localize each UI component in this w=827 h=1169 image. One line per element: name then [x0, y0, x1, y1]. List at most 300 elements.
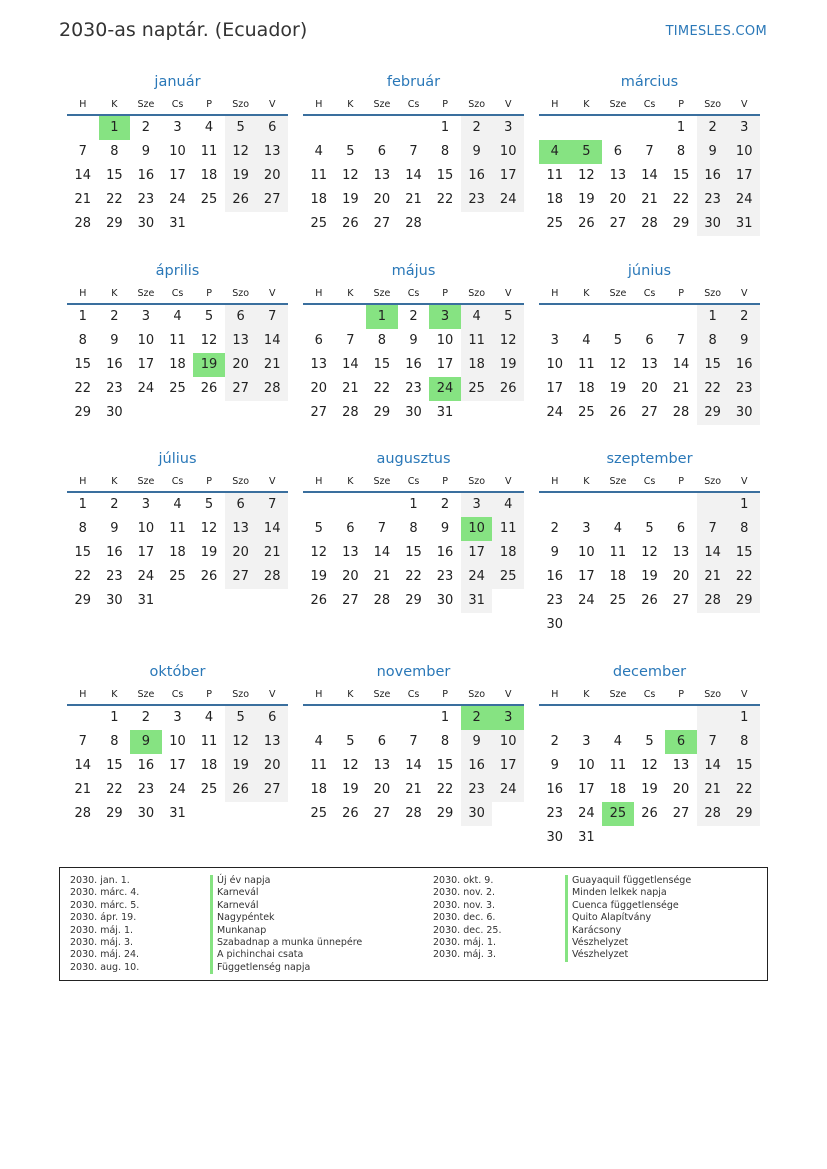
- day-cell[interactable]: 25: [578, 405, 595, 420]
- day-cell[interactable]: 10: [461, 517, 493, 541]
- site-link[interactable]: TIMESLES.COM: [665, 24, 767, 39]
- day-cell[interactable]: 30: [546, 830, 564, 845]
- day-cell[interactable]: 15: [436, 168, 454, 183]
- day-cell[interactable]: 7: [78, 734, 87, 749]
- day-cell[interactable]: 23: [436, 569, 454, 584]
- day-cell[interactable]: 16: [546, 782, 564, 797]
- day-cell[interactable]: 5: [346, 144, 355, 159]
- day-cell[interactable]: 16: [106, 545, 123, 560]
- day-cell[interactable]: 24: [137, 381, 155, 396]
- day-cell[interactable]: 19: [492, 353, 524, 377]
- day-cell[interactable]: 22: [74, 381, 92, 396]
- day-cell[interactable]: 27: [256, 778, 288, 802]
- day-cell[interactable]: 1: [366, 305, 398, 329]
- day-cell[interactable]: 7: [676, 333, 686, 348]
- day-cell[interactable]: 18: [578, 381, 595, 396]
- day-cell[interactable]: 10: [169, 144, 186, 159]
- day-cell[interactable]: 28: [74, 216, 92, 231]
- day-cell[interactable]: 26: [200, 381, 218, 396]
- day-cell[interactable]: 8: [728, 730, 760, 754]
- day-cell[interactable]: 18: [310, 782, 328, 797]
- day-cell[interactable]: 28: [641, 216, 658, 231]
- day-cell[interactable]: 31: [169, 806, 186, 821]
- day-cell[interactable]: 11: [169, 521, 186, 536]
- day-cell[interactable]: 27: [225, 565, 257, 589]
- day-cell[interactable]: 6: [377, 144, 387, 159]
- day-cell[interactable]: 6: [225, 305, 257, 329]
- day-cell[interactable]: 12: [492, 329, 524, 353]
- day-cell[interactable]: 9: [728, 329, 760, 353]
- day-cell[interactable]: 10: [546, 357, 564, 372]
- day-cell[interactable]: 11: [609, 545, 627, 560]
- day-cell[interactable]: 5: [204, 309, 214, 324]
- day-cell[interactable]: 9: [440, 521, 450, 536]
- day-cell[interactable]: 1: [99, 116, 131, 140]
- day-cell[interactable]: 21: [74, 192, 92, 207]
- day-cell[interactable]: 11: [578, 357, 595, 372]
- day-cell[interactable]: 7: [78, 144, 87, 159]
- day-cell[interactable]: 5: [645, 521, 654, 536]
- day-cell[interactable]: 13: [225, 517, 257, 541]
- day-cell[interactable]: 9: [130, 730, 162, 754]
- day-cell[interactable]: 16: [461, 164, 493, 188]
- day-cell[interactable]: 5: [645, 734, 654, 749]
- day-cell[interactable]: 10: [137, 333, 155, 348]
- day-cell[interactable]: 23: [461, 188, 493, 212]
- day-cell[interactable]: 15: [74, 357, 92, 372]
- day-cell[interactable]: 1: [728, 706, 760, 730]
- day-cell[interactable]: 3: [492, 706, 524, 730]
- day-cell[interactable]: 22: [697, 377, 729, 401]
- day-cell[interactable]: 30: [137, 806, 155, 821]
- day-cell[interactable]: 28: [405, 216, 422, 231]
- day-cell[interactable]: 22: [74, 569, 92, 584]
- day-cell[interactable]: 29: [436, 806, 454, 821]
- day-cell[interactable]: 6: [645, 333, 654, 348]
- day-cell[interactable]: 20: [256, 164, 288, 188]
- day-cell[interactable]: 5: [346, 734, 355, 749]
- day-cell[interactable]: 7: [377, 521, 387, 536]
- day-cell[interactable]: 30: [546, 617, 564, 632]
- day-cell[interactable]: 13: [641, 357, 658, 372]
- day-cell[interactable]: 25: [310, 216, 328, 231]
- day-cell[interactable]: 5: [571, 140, 603, 164]
- day-cell[interactable]: 26: [578, 216, 595, 231]
- day-cell[interactable]: 28: [697, 802, 729, 826]
- day-cell[interactable]: 12: [200, 521, 218, 536]
- day-cell[interactable]: 18: [492, 541, 524, 565]
- day-cell[interactable]: 4: [582, 333, 591, 348]
- day-cell[interactable]: 13: [256, 140, 288, 164]
- day-cell[interactable]: 17: [169, 758, 186, 773]
- day-cell[interactable]: 14: [74, 168, 92, 183]
- day-cell[interactable]: 18: [169, 545, 186, 560]
- day-cell[interactable]: 21: [405, 192, 422, 207]
- day-cell[interactable]: 28: [342, 405, 359, 420]
- day-cell[interactable]: 16: [546, 569, 564, 584]
- day-cell[interactable]: 20: [342, 569, 359, 584]
- day-cell[interactable]: 25: [169, 569, 186, 584]
- day-cell[interactable]: 10: [436, 333, 454, 348]
- day-cell[interactable]: 28: [405, 806, 422, 821]
- day-cell[interactable]: 22: [436, 192, 454, 207]
- day-cell[interactable]: 12: [609, 357, 627, 372]
- day-cell[interactable]: 6: [665, 730, 697, 754]
- day-cell[interactable]: 7: [409, 144, 418, 159]
- day-cell[interactable]: 19: [310, 569, 328, 584]
- day-cell[interactable]: 22: [672, 192, 690, 207]
- day-cell[interactable]: 20: [256, 754, 288, 778]
- day-cell[interactable]: 22: [728, 565, 760, 589]
- day-cell[interactable]: 27: [672, 806, 690, 821]
- day-cell[interactable]: 14: [641, 168, 658, 183]
- day-cell[interactable]: 9: [141, 144, 151, 159]
- day-cell[interactable]: 3: [141, 309, 151, 324]
- day-cell[interactable]: 12: [225, 140, 257, 164]
- day-cell[interactable]: 24: [578, 806, 595, 821]
- day-cell[interactable]: 20: [641, 381, 658, 396]
- day-cell[interactable]: 2: [461, 706, 493, 730]
- day-cell[interactable]: 29: [373, 405, 391, 420]
- day-cell[interactable]: 18: [200, 168, 218, 183]
- day-cell[interactable]: 23: [461, 778, 493, 802]
- day-cell[interactable]: 8: [440, 144, 450, 159]
- day-cell[interactable]: 13: [672, 545, 690, 560]
- day-cell[interactable]: 17: [492, 164, 524, 188]
- day-cell[interactable]: 8: [377, 333, 387, 348]
- day-cell[interactable]: 8: [728, 517, 760, 541]
- day-cell[interactable]: 15: [697, 353, 729, 377]
- day-cell[interactable]: 11: [169, 333, 186, 348]
- day-cell[interactable]: 4: [173, 309, 182, 324]
- day-cell[interactable]: 11: [609, 758, 627, 773]
- day-cell[interactable]: 14: [256, 329, 288, 353]
- day-cell[interactable]: 4: [204, 710, 214, 725]
- day-cell[interactable]: 2: [461, 116, 493, 140]
- day-cell[interactable]: 14: [342, 357, 359, 372]
- day-cell[interactable]: 10: [728, 140, 760, 164]
- day-cell[interactable]: 23: [137, 782, 155, 797]
- day-cell[interactable]: 15: [74, 545, 92, 560]
- day-cell[interactable]: 15: [106, 168, 123, 183]
- day-cell[interactable]: 9: [550, 545, 559, 560]
- day-cell[interactable]: 17: [492, 754, 524, 778]
- day-cell[interactable]: 4: [314, 144, 323, 159]
- day-cell[interactable]: 26: [641, 806, 658, 821]
- day-cell[interactable]: 29: [74, 405, 92, 420]
- day-cell[interactable]: 26: [609, 405, 627, 420]
- day-cell[interactable]: 23: [137, 192, 155, 207]
- day-cell[interactable]: 15: [373, 357, 391, 372]
- day-cell[interactable]: 19: [225, 754, 257, 778]
- day-cell[interactable]: 24: [578, 593, 595, 608]
- day-cell[interactable]: 21: [342, 381, 359, 396]
- day-cell[interactable]: 24: [728, 188, 760, 212]
- day-cell[interactable]: 20: [672, 569, 690, 584]
- day-cell[interactable]: 9: [110, 521, 119, 536]
- day-cell[interactable]: 26: [225, 778, 257, 802]
- day-cell[interactable]: 24: [461, 565, 493, 589]
- day-cell[interactable]: 3: [173, 710, 182, 725]
- day-cell[interactable]: 22: [728, 778, 760, 802]
- day-cell[interactable]: 11: [310, 758, 328, 773]
- day-cell[interactable]: 4: [314, 734, 323, 749]
- day-cell[interactable]: 12: [641, 758, 658, 773]
- day-cell[interactable]: 18: [546, 192, 564, 207]
- day-cell[interactable]: 18: [461, 353, 493, 377]
- day-cell[interactable]: 11: [200, 734, 218, 749]
- day-cell[interactable]: 20: [373, 192, 391, 207]
- day-cell[interactable]: 4: [173, 497, 182, 512]
- day-cell[interactable]: 7: [697, 730, 729, 754]
- day-cell[interactable]: 20: [373, 782, 391, 797]
- day-cell[interactable]: 30: [728, 401, 760, 425]
- day-cell[interactable]: 2: [141, 120, 151, 135]
- day-cell[interactable]: 30: [106, 405, 123, 420]
- day-cell[interactable]: 14: [672, 357, 690, 372]
- day-cell[interactable]: 24: [546, 405, 564, 420]
- day-cell[interactable]: 3: [173, 120, 182, 135]
- day-cell[interactable]: 3: [550, 333, 559, 348]
- day-cell[interactable]: 3: [429, 305, 461, 329]
- day-cell[interactable]: 20: [225, 541, 257, 565]
- day-cell[interactable]: 14: [405, 168, 422, 183]
- day-cell[interactable]: 24: [429, 377, 461, 401]
- day-cell[interactable]: 4: [539, 140, 571, 164]
- day-cell[interactable]: 26: [225, 188, 257, 212]
- day-cell[interactable]: 5: [314, 521, 323, 536]
- day-cell[interactable]: 17: [461, 541, 493, 565]
- day-cell[interactable]: 8: [78, 521, 87, 536]
- day-cell[interactable]: 25: [200, 782, 218, 797]
- day-cell[interactable]: 10: [492, 140, 524, 164]
- day-cell[interactable]: 31: [436, 405, 454, 420]
- day-cell[interactable]: 19: [200, 545, 218, 560]
- day-cell[interactable]: 6: [256, 116, 288, 140]
- day-cell[interactable]: 28: [256, 565, 288, 589]
- day-cell[interactable]: 27: [609, 216, 627, 231]
- day-cell[interactable]: 16: [405, 357, 422, 372]
- day-cell[interactable]: 13: [373, 758, 391, 773]
- day-cell[interactable]: 23: [106, 569, 123, 584]
- day-cell[interactable]: 1: [78, 497, 87, 512]
- day-cell[interactable]: 7: [256, 493, 288, 517]
- day-cell[interactable]: 2: [728, 305, 760, 329]
- day-cell[interactable]: 21: [256, 353, 288, 377]
- day-cell[interactable]: 6: [256, 706, 288, 730]
- day-cell[interactable]: 4: [204, 120, 214, 135]
- day-cell[interactable]: 23: [106, 381, 123, 396]
- day-cell[interactable]: 15: [672, 168, 690, 183]
- day-cell[interactable]: 28: [74, 806, 92, 821]
- day-cell[interactable]: 14: [405, 758, 422, 773]
- day-cell[interactable]: 6: [377, 734, 387, 749]
- day-cell[interactable]: 18: [609, 569, 627, 584]
- day-cell[interactable]: 6: [676, 521, 686, 536]
- day-cell[interactable]: 11: [461, 329, 493, 353]
- day-cell[interactable]: 1: [697, 305, 729, 329]
- day-cell[interactable]: 3: [582, 734, 591, 749]
- day-cell[interactable]: 26: [641, 593, 658, 608]
- day-cell[interactable]: 2: [697, 116, 729, 140]
- day-cell[interactable]: 9: [461, 730, 493, 754]
- day-cell[interactable]: 30: [697, 212, 729, 236]
- day-cell[interactable]: 16: [697, 164, 729, 188]
- day-cell[interactable]: 21: [641, 192, 658, 207]
- day-cell[interactable]: 11: [492, 517, 524, 541]
- day-cell[interactable]: 22: [106, 782, 123, 797]
- day-cell[interactable]: 7: [409, 734, 418, 749]
- day-cell[interactable]: 1: [676, 120, 686, 135]
- day-cell[interactable]: 20: [310, 381, 328, 396]
- day-cell[interactable]: 22: [436, 782, 454, 797]
- day-cell[interactable]: 22: [373, 381, 391, 396]
- day-cell[interactable]: 11: [546, 168, 564, 183]
- day-cell[interactable]: 24: [137, 569, 155, 584]
- day-cell[interactable]: 29: [106, 216, 123, 231]
- day-cell[interactable]: 17: [578, 782, 595, 797]
- day-cell[interactable]: 3: [461, 493, 493, 517]
- day-cell[interactable]: 13: [225, 329, 257, 353]
- day-cell[interactable]: 6: [613, 144, 623, 159]
- day-cell[interactable]: 17: [728, 164, 760, 188]
- day-cell[interactable]: 25: [609, 593, 627, 608]
- day-cell[interactable]: 25: [310, 806, 328, 821]
- day-cell[interactable]: 9: [461, 140, 493, 164]
- day-cell[interactable]: 19: [342, 192, 359, 207]
- day-cell[interactable]: 11: [200, 144, 218, 159]
- day-cell[interactable]: 31: [169, 216, 186, 231]
- day-cell[interactable]: 3: [492, 116, 524, 140]
- day-cell[interactable]: 31: [578, 830, 595, 845]
- day-cell[interactable]: 12: [310, 545, 328, 560]
- day-cell[interactable]: 8: [110, 734, 119, 749]
- day-cell[interactable]: 23: [405, 381, 422, 396]
- day-cell[interactable]: 26: [492, 377, 524, 401]
- day-cell[interactable]: 13: [342, 545, 359, 560]
- day-cell[interactable]: 3: [141, 497, 151, 512]
- day-cell[interactable]: 27: [225, 377, 257, 401]
- day-cell[interactable]: 17: [169, 168, 186, 183]
- day-cell[interactable]: 28: [256, 377, 288, 401]
- day-cell[interactable]: 14: [373, 545, 391, 560]
- day-cell[interactable]: 20: [609, 192, 627, 207]
- day-cell[interactable]: 4: [461, 305, 493, 329]
- day-cell[interactable]: 6: [314, 333, 323, 348]
- day-cell[interactable]: 5: [204, 497, 214, 512]
- day-cell[interactable]: 10: [492, 730, 524, 754]
- day-cell[interactable]: 17: [578, 569, 595, 584]
- day-cell[interactable]: 3: [728, 116, 760, 140]
- day-cell[interactable]: 29: [697, 401, 729, 425]
- day-cell[interactable]: 26: [342, 216, 359, 231]
- day-cell[interactable]: 13: [310, 357, 328, 372]
- day-cell[interactable]: 1: [409, 497, 418, 512]
- day-cell[interactable]: 21: [74, 782, 92, 797]
- day-cell[interactable]: 7: [645, 144, 654, 159]
- day-cell[interactable]: 14: [697, 754, 729, 778]
- day-cell[interactable]: 5: [225, 116, 257, 140]
- day-cell[interactable]: 8: [78, 333, 87, 348]
- day-cell[interactable]: 4: [613, 521, 623, 536]
- day-cell[interactable]: 2: [409, 309, 418, 324]
- day-cell[interactable]: 16: [106, 357, 123, 372]
- day-cell[interactable]: 19: [342, 782, 359, 797]
- day-cell[interactable]: 9: [697, 140, 729, 164]
- day-cell[interactable]: 8: [409, 521, 418, 536]
- day-cell[interactable]: 27: [672, 593, 690, 608]
- day-cell[interactable]: 30: [106, 593, 123, 608]
- day-cell[interactable]: 7: [256, 305, 288, 329]
- day-cell[interactable]: 29: [728, 802, 760, 826]
- day-cell[interactable]: 8: [110, 144, 119, 159]
- day-cell[interactable]: 20: [225, 353, 257, 377]
- day-cell[interactable]: 23: [546, 593, 564, 608]
- day-cell[interactable]: 27: [310, 405, 328, 420]
- day-cell[interactable]: 21: [697, 565, 729, 589]
- day-cell[interactable]: 21: [672, 381, 690, 396]
- day-cell[interactable]: 10: [578, 758, 595, 773]
- day-cell[interactable]: 15: [436, 758, 454, 773]
- day-cell[interactable]: 12: [578, 168, 595, 183]
- day-cell[interactable]: 25: [169, 381, 186, 396]
- day-cell[interactable]: 5: [613, 333, 623, 348]
- day-cell[interactable]: 17: [546, 381, 564, 396]
- day-cell[interactable]: 22: [405, 569, 422, 584]
- day-cell[interactable]: 26: [342, 806, 359, 821]
- day-cell[interactable]: 13: [373, 168, 391, 183]
- day-cell[interactable]: 14: [697, 541, 729, 565]
- day-cell[interactable]: 26: [200, 569, 218, 584]
- day-cell[interactable]: 29: [405, 593, 422, 608]
- day-cell[interactable]: 27: [342, 593, 359, 608]
- day-cell[interactable]: 6: [225, 493, 257, 517]
- day-cell[interactable]: 17: [436, 357, 454, 372]
- day-cell[interactable]: 25: [461, 377, 493, 401]
- day-cell[interactable]: 29: [728, 589, 760, 613]
- day-cell[interactable]: 1: [78, 309, 87, 324]
- day-cell[interactable]: 13: [672, 758, 690, 773]
- day-cell[interactable]: 11: [310, 168, 328, 183]
- day-cell[interactable]: 25: [492, 565, 524, 589]
- day-cell[interactable]: 24: [169, 782, 186, 797]
- day-cell[interactable]: 15: [728, 541, 760, 565]
- day-cell[interactable]: 27: [373, 806, 391, 821]
- day-cell[interactable]: 6: [346, 521, 355, 536]
- day-cell[interactable]: 22: [106, 192, 123, 207]
- day-cell[interactable]: 30: [405, 405, 422, 420]
- day-cell[interactable]: 2: [110, 309, 119, 324]
- day-cell[interactable]: 8: [676, 144, 686, 159]
- day-cell[interactable]: 19: [225, 164, 257, 188]
- day-cell[interactable]: 10: [578, 545, 595, 560]
- day-cell[interactable]: 12: [225, 730, 257, 754]
- day-cell[interactable]: 10: [169, 734, 186, 749]
- day-cell[interactable]: 21: [256, 541, 288, 565]
- day-cell[interactable]: 2: [440, 497, 450, 512]
- day-cell[interactable]: 2: [110, 497, 119, 512]
- day-cell[interactable]: 30: [436, 593, 454, 608]
- day-cell[interactable]: 31: [728, 212, 760, 236]
- day-cell[interactable]: 29: [672, 216, 690, 231]
- day-cell[interactable]: 8: [440, 734, 450, 749]
- day-cell[interactable]: 29: [74, 593, 92, 608]
- day-cell[interactable]: 21: [697, 778, 729, 802]
- day-cell[interactable]: 16: [461, 754, 493, 778]
- day-cell[interactable]: 16: [137, 168, 155, 183]
- day-cell[interactable]: 7: [346, 333, 355, 348]
- day-cell[interactable]: 12: [200, 333, 218, 348]
